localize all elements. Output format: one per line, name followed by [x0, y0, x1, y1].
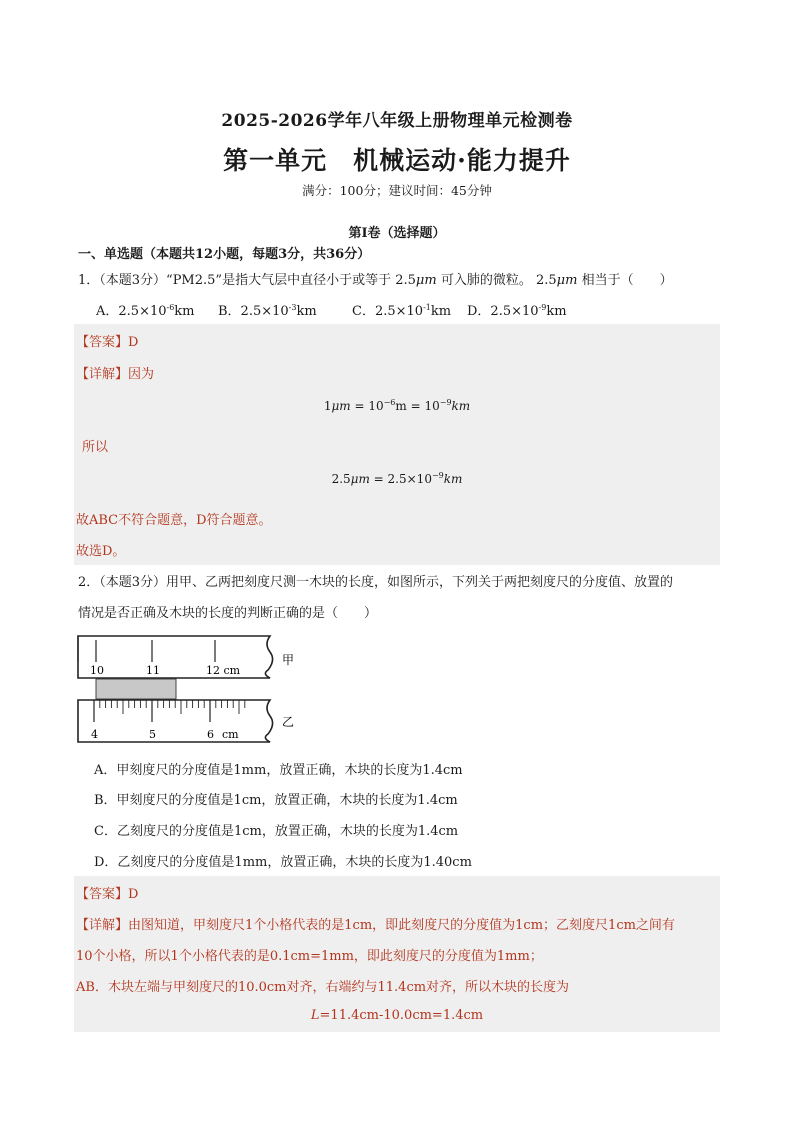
q2-detail-line-3: AB．木块左端与甲刻度尺的10.0cm对齐，右端约与11.4cm对齐，所以木块的长度为	[76, 980, 570, 995]
q1-f1-exp1: −6	[383, 398, 396, 407]
question-2-stem-line-1: 2．（本题3分）用甲、乙两把刻度尺测一木块的长度，如图所示，下列关于两把刻度尺的分度值、放置的	[78, 575, 674, 590]
q1-f2-exp: −9	[431, 471, 444, 480]
ruler-a-label-10: 10	[90, 664, 104, 677]
q1-formula-2	[0, 472, 794, 486]
q1-answer-panel	[74, 324, 720, 565]
q1-f1-exp2: −9	[439, 398, 452, 407]
ruler-a-label-12: 12 cm	[206, 664, 241, 677]
q1-detail	[76, 363, 154, 382]
q2-detail-line-2: 10个小格，所以1个小格代表的是0.1cm=1mm，即此刻度尺的分度值为1mm；	[76, 949, 543, 964]
q2-detail-text-1: 由图知道，甲刻度尺1个小格代表的是1cm，即此刻度尺的分度值为1cm；乙刻度尺1cm之间有	[128, 918, 675, 933]
q1-option-d-exp: -9	[538, 303, 547, 312]
q1-conclusion: 故ABC不符合题意，D符合题意。	[76, 513, 272, 528]
q2-option-b[interactable]: B．甲刻度尺的分度值是1cm，放置正确，木块的长度为1.4cm	[94, 793, 458, 808]
q1-option-b-unit: km	[296, 304, 317, 319]
q2-formula-rest: =11.4cm-10.0cm=1.4cm	[319, 1008, 484, 1023]
q1-option-c-exp: -1	[423, 303, 431, 312]
exam-title: 2025-2026学年八年级上册物理单元检测卷	[221, 111, 573, 131]
q1-stem-c: 相当于（ ）	[581, 273, 673, 288]
q2-option-a[interactable]: A．甲刻度尺的分度值是1mm，放置正确，木块的长度为1.4cm	[94, 763, 463, 778]
q2-option-d[interactable]: D．乙刻度尺的分度值是1mm，放置正确，木块的长度为1.40cm	[94, 855, 472, 870]
q1-detail-label: 【详解】	[76, 367, 129, 382]
ruler-a-body	[78, 636, 273, 678]
q1-f2-rhs-unit: km	[443, 472, 463, 486]
q1-option-c-unit: km	[430, 304, 452, 319]
volume-title: 第Ⅰ卷（选择题）	[348, 226, 446, 241]
ruler-b-label-unit: cm	[222, 728, 239, 741]
q1-option-d[interactable]	[467, 300, 567, 319]
q1-answer-label: 【答案】	[76, 335, 129, 350]
q1-stem-a: 1．（本题3分）“PM2.5”是指大气层中直径小于或等于	[78, 273, 392, 288]
q1-f1-mid: m = 10	[395, 399, 440, 413]
q1-option-d-unit: km	[546, 304, 567, 319]
ruler-b-label-5: 5	[149, 728, 156, 741]
q2-detail-label: 【详解】	[76, 918, 129, 933]
q1-option-a[interactable]	[96, 300, 195, 319]
q1-f1-unit: μm	[331, 399, 351, 413]
q2-formula-var: L	[310, 1008, 320, 1023]
q2-option-c[interactable]: C．乙刻度尺的分度值是1cm，放置正确，木块的长度为1.4cm	[94, 824, 459, 839]
q1-option-c[interactable]	[352, 300, 451, 319]
unit-title: 第一单元 机械运动·能力提升	[223, 146, 571, 175]
q1-f1-rhs-unit: km	[451, 399, 471, 413]
ruler-a-name: 甲	[282, 653, 295, 667]
ruler-b-label-6: 6	[207, 728, 214, 741]
ruler-b-name: 乙	[282, 715, 295, 729]
q1-option-a-exp: -6	[166, 303, 175, 312]
score-info: 满分：100分；建议时间：45分钟	[302, 183, 492, 198]
q2-detail-line-1	[76, 914, 675, 933]
q1-so-text: 所以	[82, 440, 109, 455]
q1-f1-num: 1	[323, 399, 332, 413]
ruler-a-label-11: 11	[146, 664, 160, 677]
ruler-b-label-4: 4	[91, 728, 98, 741]
q1-option-b[interactable]	[218, 300, 317, 319]
q1-option-b-exp: -3	[288, 303, 297, 312]
q1-answer-value: D	[128, 335, 139, 350]
q1-unit-2: μm	[556, 273, 578, 288]
q1-stem-b: 可入肺的微粒。	[440, 273, 532, 288]
q1-value: 2.5	[395, 273, 416, 288]
section-heading: 一、单选题（本题共12小题，每题3分，共36分）	[78, 247, 371, 262]
q1-choice: 故选D。	[76, 544, 126, 559]
q1-answer	[76, 331, 138, 350]
q2-answer	[76, 883, 138, 902]
q2-answer-label: 【答案】	[76, 887, 129, 902]
q1-option-d-label: D．2.5×10	[467, 304, 539, 319]
q1-unit: μm	[415, 273, 437, 288]
question-1-stem	[78, 269, 673, 288]
q1-formula-1	[0, 399, 794, 413]
q1-f2-eq: = 2.5×10	[369, 472, 432, 486]
question-2-stem-line-2: 情况是否正确及木块的长度的判断正确的是（ ）	[78, 606, 378, 621]
q1-option-c-label: C．2.5×10	[352, 304, 424, 319]
q1-f2-unit: μm	[350, 472, 370, 486]
q1-option-b-label: B．2.5×10	[218, 304, 289, 319]
q1-detail-text: 因为	[128, 367, 155, 382]
q1-option-a-label: A．2.5×10	[96, 304, 167, 319]
rulers-figure	[70, 632, 310, 748]
q1-option-a-unit: km	[174, 304, 195, 319]
q1-f2-num: 2.5	[331, 472, 351, 486]
wood-block	[96, 679, 176, 699]
q1-value-2: 2.5	[535, 273, 557, 288]
q2-length-formula	[0, 1008, 794, 1023]
q1-f1-eq: = 10	[350, 399, 384, 413]
q2-answer-value: D	[128, 887, 139, 902]
